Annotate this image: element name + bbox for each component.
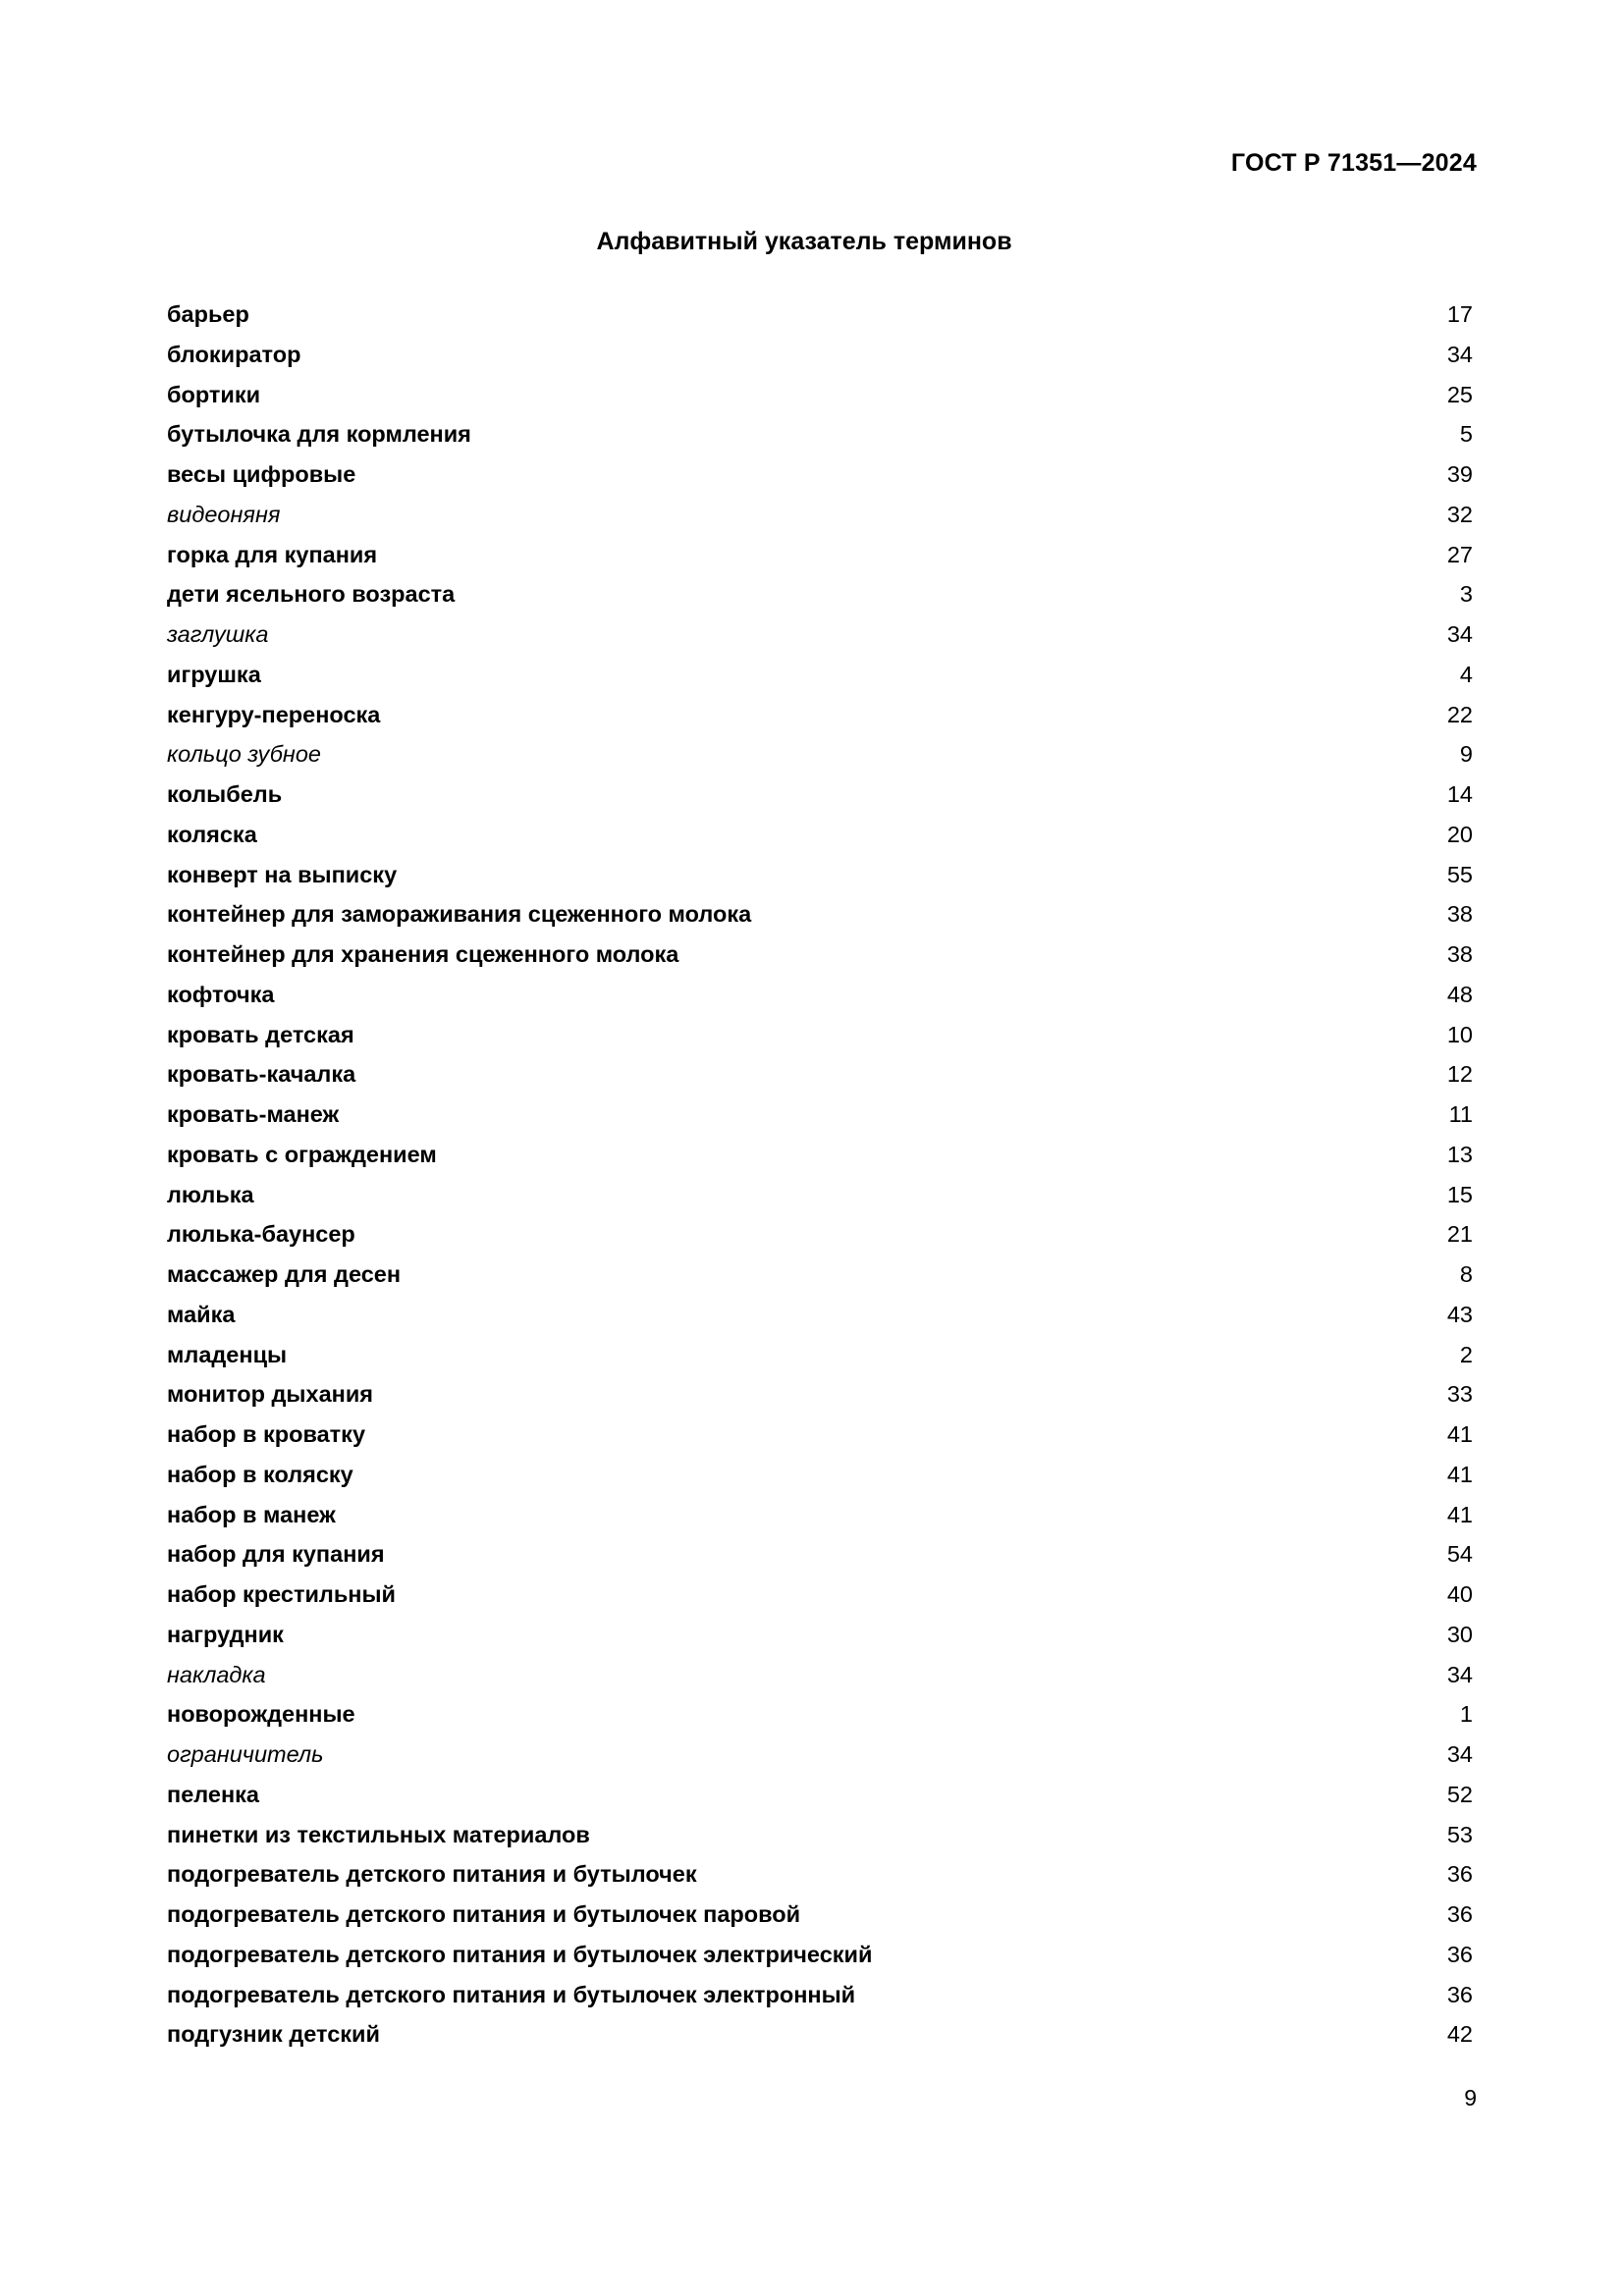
term-name: нагрудник: [167, 1621, 284, 1647]
term-name: люлька: [167, 1181, 254, 1207]
term-number: 1: [1459, 1701, 1473, 1728]
term-name: горка для купания: [167, 541, 378, 567]
term-name: подогреватель детского питания и бутылочек: [167, 1861, 697, 1888]
term-row: [167, 1015, 1473, 1055]
term-row: [167, 1175, 1473, 1215]
term-number: 21: [1446, 1221, 1473, 1248]
term-name: коляска: [167, 821, 257, 847]
term-number: 2: [1459, 1341, 1473, 1367]
term-row: [167, 975, 1473, 1015]
term-row: [167, 815, 1473, 855]
term-row: [167, 1975, 1473, 2015]
term-number: 40: [1446, 1581, 1473, 1607]
term-row: [167, 1495, 1473, 1535]
term-row: [167, 1854, 1473, 1895]
term-number: 14: [1446, 781, 1473, 807]
term-number: 33: [1446, 1381, 1473, 1408]
term-number: 36: [1446, 1981, 1473, 2007]
term-name: подгузник детский: [167, 2021, 380, 2048]
term-row: [167, 614, 1473, 655]
term-number: 34: [1446, 1741, 1473, 1767]
term-name: набор в кроватку: [167, 1421, 366, 1447]
term-name: кольцо зубное: [167, 741, 321, 768]
term-number: 34: [1446, 621, 1473, 647]
term-row: [167, 1694, 1473, 1735]
term-name: подогреватель детского питания и бутылочек электронный: [167, 1981, 856, 2007]
term-name: контейнер для замораживания сцеженного молока: [167, 901, 752, 928]
term-name: кровать-манеж: [167, 1101, 340, 1127]
term-row: [167, 1255, 1473, 1295]
term-number: 36: [1446, 1901, 1473, 1927]
term-row: [167, 1935, 1473, 1975]
term-name: кровать с ограждением: [167, 1141, 437, 1167]
term-number: 11: [1448, 1101, 1473, 1127]
term-number: 27: [1446, 541, 1473, 567]
term-name: набор в манеж: [167, 1501, 336, 1527]
standard-code: ГОСТ Р 71351—2024: [1230, 149, 1477, 177]
term-number: 53: [1446, 1821, 1473, 1847]
term-name: кровать-качалка: [167, 1061, 356, 1088]
term-number: 41: [1446, 1501, 1473, 1527]
term-row: [167, 1335, 1473, 1375]
term-name: дети ясельного возраста: [167, 581, 456, 608]
term-number: 38: [1446, 941, 1473, 967]
term-name: конверт на выписку: [167, 861, 398, 887]
term-name: набор крестильный: [167, 1581, 397, 1607]
term-row: [167, 655, 1473, 695]
term-number: 39: [1446, 461, 1473, 487]
page-number: 9: [1464, 2085, 1477, 2110]
term-name: кенгуру-переноска: [167, 701, 381, 727]
term-name: монитор дыхания: [167, 1381, 373, 1408]
term-row: [167, 1615, 1473, 1655]
term-row: [167, 1534, 1473, 1575]
term-row: [167, 1214, 1473, 1255]
term-name: весы цифровые: [167, 461, 356, 487]
term-name: младенцы: [167, 1341, 288, 1367]
term-number: 12: [1446, 1061, 1473, 1088]
term-number: 55: [1446, 861, 1473, 887]
term-name: подогреватель детского питания и бутылочек электрический: [167, 1941, 873, 1967]
term-number: 36: [1446, 1941, 1473, 1967]
term-number: 17: [1446, 301, 1473, 327]
term-number: 36: [1446, 1861, 1473, 1888]
term-number: 34: [1446, 1661, 1473, 1687]
term-number: 15: [1446, 1181, 1473, 1207]
term-number: 8: [1459, 1261, 1473, 1287]
term-number: 38: [1446, 901, 1473, 928]
term-row: [167, 1095, 1473, 1135]
term-name: кровать детская: [167, 1021, 354, 1047]
term-number: 3: [1459, 581, 1473, 608]
term-row: [167, 1895, 1473, 1935]
page-title: Алфавитный указатель терминов: [596, 228, 1012, 255]
term-row: [167, 855, 1473, 895]
term-row: [167, 1374, 1473, 1415]
term-row: [167, 695, 1473, 735]
term-name: бортики: [167, 381, 261, 407]
term-number: 22: [1446, 701, 1473, 727]
term-row: [167, 774, 1473, 815]
term-name: набор для купания: [167, 1541, 385, 1568]
term-row: [167, 734, 1473, 774]
term-row: [167, 1054, 1473, 1095]
term-name: новорожденные: [167, 1701, 355, 1728]
term-number: 34: [1446, 341, 1473, 367]
term-number: 10: [1446, 1021, 1473, 1047]
term-number: 42: [1446, 2021, 1473, 2048]
term-row: [167, 294, 1473, 335]
term-row: [167, 1575, 1473, 1615]
term-name: игрушка: [167, 661, 261, 687]
term-name: массажер для десен: [167, 1261, 402, 1287]
term-row: [167, 1815, 1473, 1855]
term-name: накладка: [167, 1661, 266, 1687]
term-row: [167, 535, 1473, 575]
term-number: 5: [1459, 421, 1473, 448]
term-number: 20: [1446, 821, 1473, 847]
term-row: [167, 454, 1473, 495]
term-row: [167, 414, 1473, 454]
term-index-list: [167, 294, 1473, 2055]
term-row: [167, 375, 1473, 415]
term-number: 41: [1446, 1461, 1473, 1487]
term-name: майка: [167, 1301, 236, 1327]
term-number: 25: [1446, 381, 1473, 407]
term-row: [167, 1455, 1473, 1495]
term-number: 32: [1446, 501, 1473, 527]
term-name: видеоняня: [167, 501, 281, 527]
term-name: заглушка: [167, 621, 269, 647]
term-row: [167, 1775, 1473, 1815]
term-row: [167, 335, 1473, 375]
term-row: [167, 495, 1473, 535]
term-name: контейнер для хранения сцеженного молока: [167, 941, 679, 967]
term-name: подогреватель детского питания и бутылочек паровой: [167, 1901, 801, 1927]
term-name: пеленка: [167, 1781, 259, 1807]
term-number: 4: [1459, 661, 1473, 687]
term-name: пинетки из текстильных материалов: [167, 1821, 590, 1847]
term-row: [167, 1415, 1473, 1455]
term-number: 30: [1446, 1621, 1473, 1647]
term-row: [167, 1135, 1473, 1175]
term-row: [167, 574, 1473, 614]
term-name: набор в коляску: [167, 1461, 353, 1487]
term-name: блокиратор: [167, 341, 301, 367]
term-number: 52: [1446, 1781, 1473, 1807]
term-row: [167, 1735, 1473, 1775]
term-name: ограничитель: [167, 1741, 324, 1767]
term-number: 13: [1446, 1141, 1473, 1167]
term-row: [167, 934, 1473, 975]
term-number: 48: [1446, 981, 1473, 1007]
term-number: 9: [1459, 741, 1473, 768]
term-number: 43: [1446, 1301, 1473, 1327]
term-name: бутылочка для кормления: [167, 421, 471, 448]
term-row: [167, 894, 1473, 934]
term-name: колыбель: [167, 781, 283, 807]
term-number: 54: [1446, 1541, 1473, 1568]
term-row: [167, 1655, 1473, 1695]
term-row: [167, 1295, 1473, 1335]
term-row: [167, 2014, 1473, 2055]
term-name: барьер: [167, 301, 249, 327]
term-name: люлька-баунсер: [167, 1221, 355, 1248]
term-number: 41: [1446, 1421, 1473, 1447]
term-name: кофточка: [167, 981, 275, 1007]
